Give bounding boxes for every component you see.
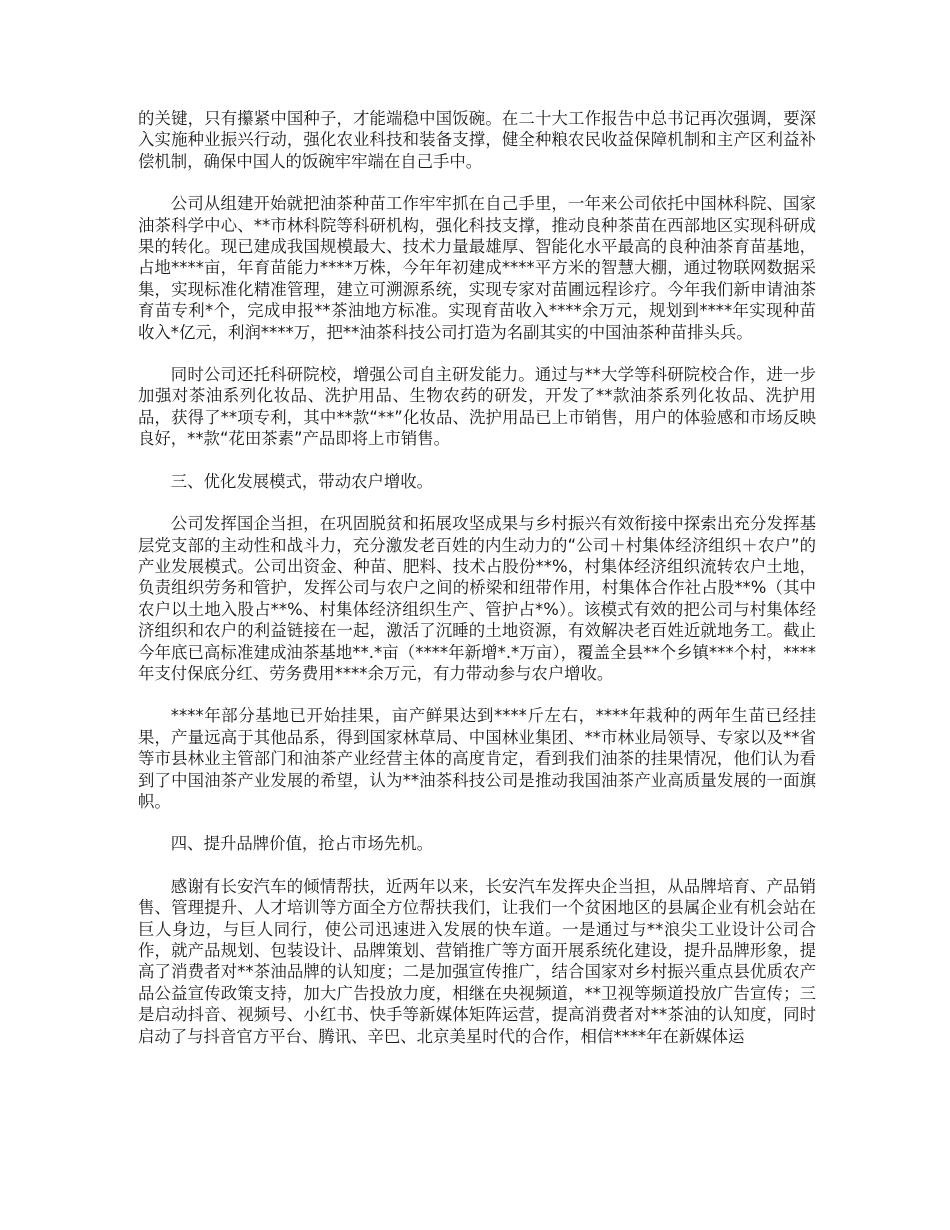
paragraph-development-model: 公司发挥国企当担，在巩固脱贫和拓展攻坚成果与乡村振兴有效衔接中探索出充分发挥基层党支部的主动性和战斗力，充分激发老百姓的内生动力的“公司＋村集体经济组织＋农户”的产业发展模式。公司出资金、种苗、肥料、技术占股份**%，村集体经济组织流转农户土地，负责组织劳务和管护，发挥公司与农户之间的桥梁和纽带作用，村集体合作社占股**%（其中农户以土地入股占**%、村集体经济组织生产、管护占*%）。该模式有效的把公司与村集体经济组织和农户的利益链接在一起，激活了沉睡的土地资源，有效解决老百姓近就地务工。截止今年底已高标准建成油茶基地**.*亩（****年新增*.*万亩），覆盖全县**个乡镇***个村，****年支付保底分红、劳务费用****余万元，有力带动参与农户增收。 [138, 514, 816, 683]
document-body [138, 108, 816, 1068]
paragraph-seedling-work: 公司从组建开始就把油茶种苗工作牢牢抓在自己手里，一年来公司依托中国林科院、国家油茶科学中心、**市林科院等科研机构，强化科技支撑，推动良种茶苗在西部地区实现科研成果的转化。现已建成我国规模最大、技术力量最雄厚、智能化水平最高的良种油茶育苗基地，占地****亩，年育苗能力****万株，今年年初建成****平方米的智慧大棚，通过物联网数据采集，实现标准化精准管理，建立可溯源系统，实现专家对苗圃远程诊疗。今年我们新申请油茶育苗专利*个，完成申报**茶油地方标准。实现育苗收入****余万元，规划到****年实现种苗收入*亿元，利润****万，把**油茶科技公司打造为名副其实的中国油茶种苗排头兵。 [138, 194, 816, 342]
paragraph-brand-value: 感谢有长安汽车的倾情帮扶，近两年以来，长安汽车发挥央企当担，从品牌培育、产品销售、管理提升、人才培训等方面全方位帮扶我们，让我们一个贫困地区的县属企业有机会站在巨人身边，与巨人同行，使公司迅速进入发展的快车道。一是通过与**浪尖工业设计公司合作，就产品规划、包装设计、品牌策划、营销推广等方面开展系统化建设，提升品牌形象，提高了消费者对**茶油品牌的认知度；二是加强宣传推广，结合国家对乡村振兴重点县优质农产品公益宣传政策支持，加大广告投放力度，相继在央视频道，**卫视等频道投放广告宣传；三是启动抖音、视频号、小红书、快手等新媒体矩阵运营，提高消费者对**茶油的认知度，同时启动了与抖音官方平台、腾讯、辛巴、北京美星时代的合作，相信****年在新媒体运 [138, 876, 816, 1046]
paragraph-intro-continued: 的关键，只有攥紧中国种子，才能端稳中国饭碗。在二十大工作报告中总书记再次强调，要深入实施种业振兴行动，强化农业科技和装备支撑，健全种粮农民收益保障机制和主产区利益补偿机制，确保中国人的饭碗牢牢端在自己手中。 [138, 109, 816, 171]
section-heading-3: 三、优化发展模式，带动农户增收。 [170, 471, 434, 491]
section-heading-4: 四、提升品牌价值，抢占市场先机。 [170, 834, 434, 854]
paragraph-research-cooperation: 同时公司还托科研院校，增强公司自主研发能力。通过与**大学等科研院校合作，进一步加强对茶油系列化妆品、洗护用品、生物农药的研发，开发了**款油茶系列化妆品、洗护用品，获得了**项专利，其中**款“**”化妆品、洗护用品已上市销售，用户的体验感和市场反映良好，**款“花田茶素”产品即将上市销售。 [138, 365, 816, 449]
paragraph-fruit-results: ****年部分基地已开始挂果，亩产鲜果达到****斤左右，****年栽种的两年生苗已经挂果，产量远高于其他品系，得到国家林草局、中国林业集团、**市林业局领导、专家以及**省等市县林业主管部门和油茶产业经营主体的高度肯定，看到我们油茶的挂果情况，他们认为看到了中国油茶产业发展的希望，认为**油茶科技公司是推动我国油茶产业高质量发展的一面旗帜。 [138, 706, 816, 811]
